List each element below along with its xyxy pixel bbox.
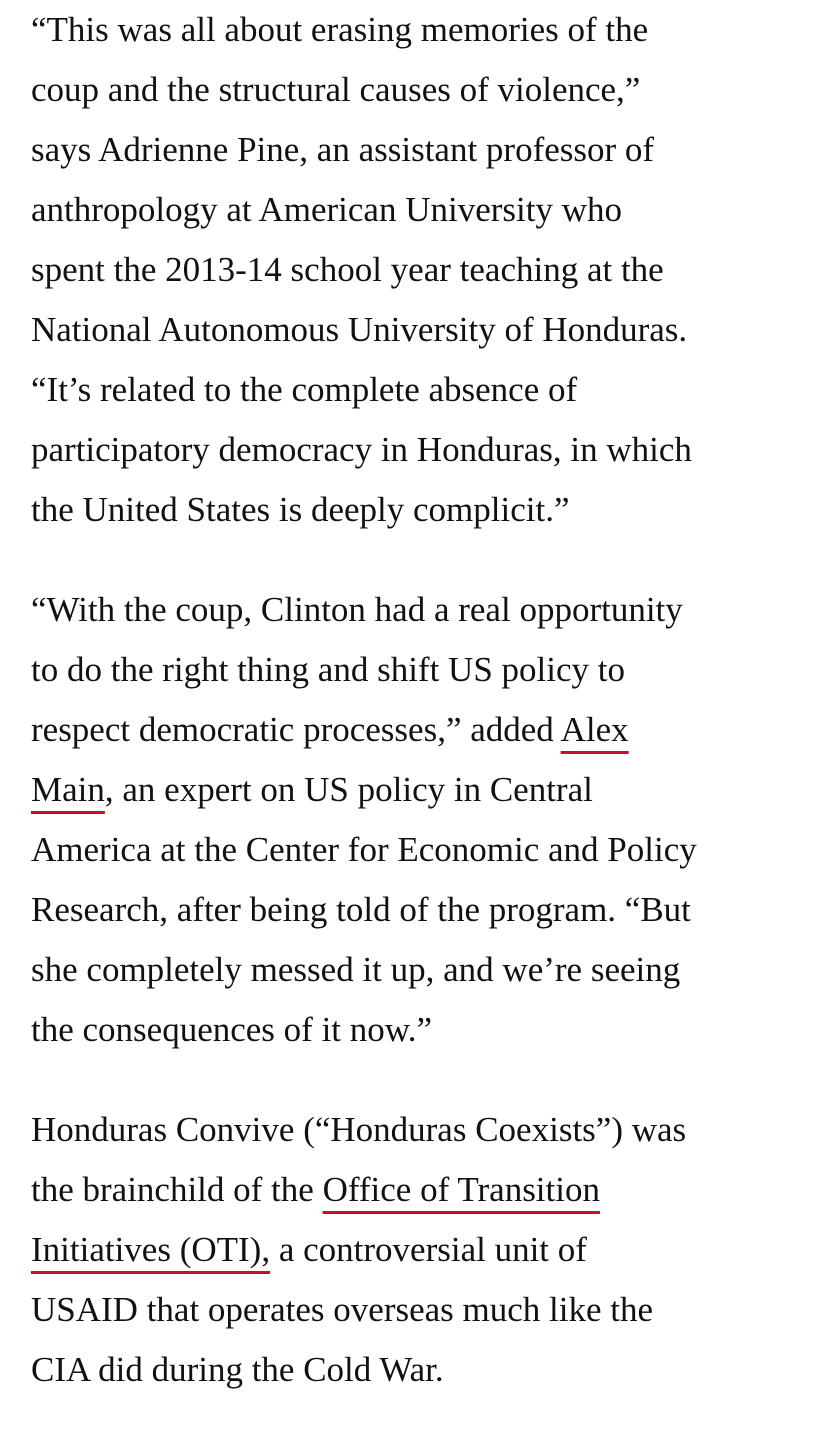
text-span: CIA did during the Cold War.	[31, 1350, 444, 1389]
text-span: USAID that operates overseas much like the	[31, 1290, 654, 1329]
text-line	[31, 1220, 821, 1280]
text-span: she completely messed it up, and we’re seeing	[31, 950, 681, 989]
text-span: the United States is deeply complicit.”	[31, 490, 570, 529]
text-span: America at the Center for Economic and Policy	[31, 830, 697, 869]
text-line	[31, 940, 821, 1000]
oti-link-continued[interactable]: Initiatives (OTI),	[31, 1230, 271, 1269]
text-span: to do the right thing and shift US policy to	[31, 650, 625, 689]
text-span: “With the coup, Clinton had a real opportunity	[31, 590, 683, 629]
text-span: Research, after being told of the program. “But	[31, 890, 691, 929]
text-span: says Adrienne Pine, an assistant professor of	[31, 130, 655, 169]
text-line	[31, 420, 821, 480]
text-span: respect democratic processes,” added	[31, 710, 561, 749]
text-line	[31, 180, 821, 240]
paragraph-honduras-convive	[31, 1100, 821, 1400]
text-line	[31, 640, 821, 700]
text-line	[31, 880, 821, 940]
text-span: the consequences of it now.”	[31, 1010, 433, 1049]
paragraph-pine-quote	[31, 0, 821, 540]
text-span: Honduras Convive (“Honduras Coexists”) was	[31, 1110, 687, 1149]
text-line	[31, 1000, 821, 1060]
text-line	[31, 580, 821, 640]
text-span: spent the 2013-14 school year teaching at the	[31, 250, 664, 289]
text-span: “It’s related to the complete absence of	[31, 370, 578, 409]
text-span: , an expert on US policy in Central	[104, 770, 593, 809]
text-span: anthropology at American University who	[31, 190, 622, 229]
text-line	[31, 760, 821, 820]
text-line	[31, 120, 821, 180]
article-body	[31, 0, 821, 1440]
text-span: a controversial unit of	[270, 1230, 587, 1269]
paragraph-main-quote	[31, 580, 821, 1060]
text-span: “This was all about erasing memories of the	[31, 10, 649, 49]
alex-main-link-continued[interactable]: Main	[31, 770, 105, 809]
text-span: participatory democracy in Honduras, in which	[31, 430, 692, 469]
text-span: coup and the structural causes of violence,”	[31, 70, 641, 109]
text-line	[31, 240, 821, 300]
text-span: the brainchild of the	[31, 1170, 323, 1209]
text-line	[31, 1100, 821, 1160]
text-line	[31, 820, 821, 880]
text-line	[31, 1340, 821, 1400]
oti-link[interactable]: Office of Transition	[322, 1170, 600, 1209]
text-line	[31, 300, 821, 360]
text-span: National Autonomous University of Honduras.	[31, 310, 688, 349]
alex-main-link[interactable]: Alex	[560, 710, 629, 749]
text-line	[31, 60, 821, 120]
text-line	[31, 480, 821, 540]
text-line	[31, 700, 821, 760]
text-line	[31, 360, 821, 420]
text-line	[31, 1160, 821, 1220]
text-line	[31, 0, 821, 60]
text-line	[31, 1280, 821, 1340]
